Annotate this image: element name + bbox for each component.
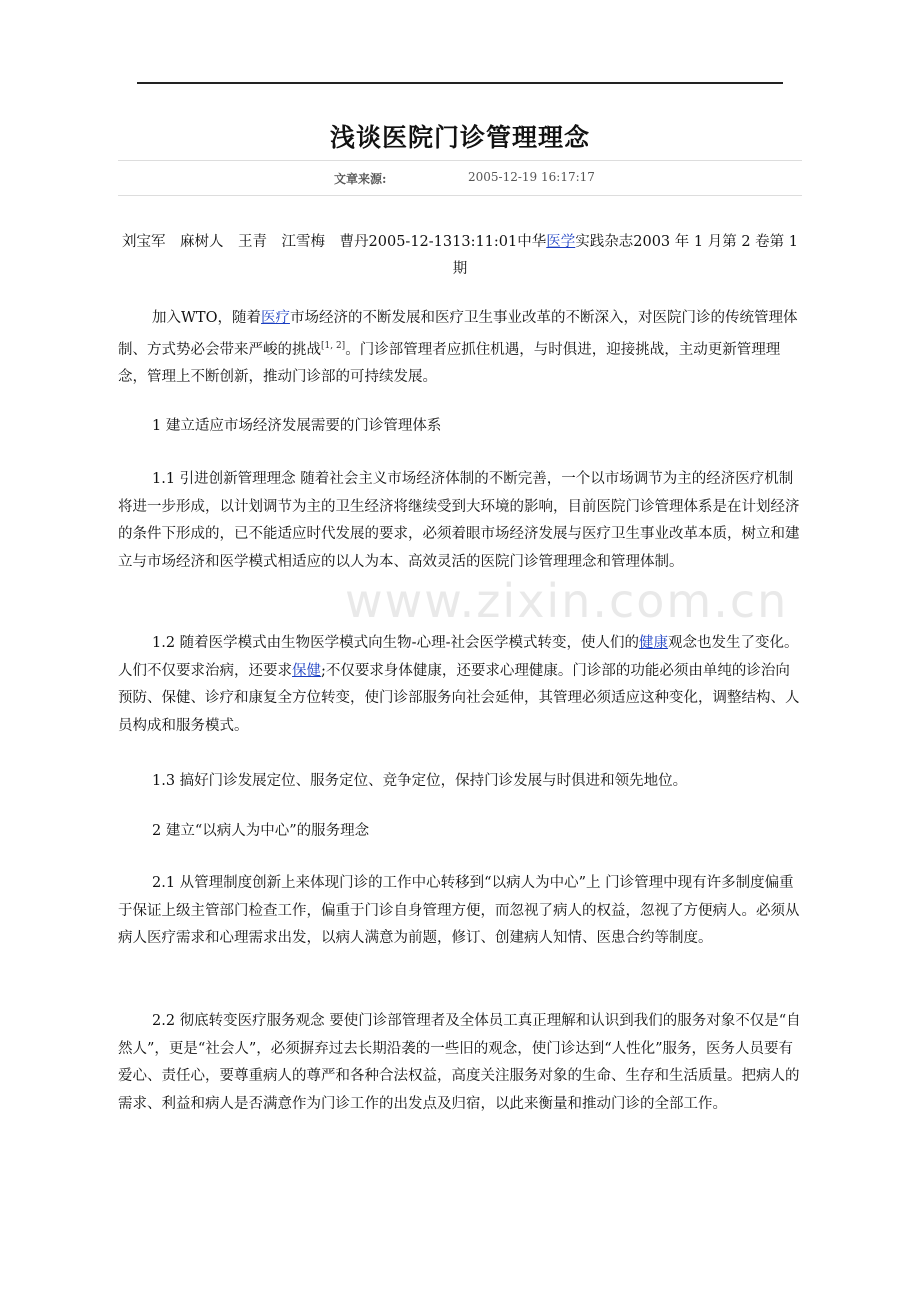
byline — [118, 229, 802, 283]
citation: [1, 2] — [321, 340, 346, 351]
intro-text-a: 加入WTO，随着 — [152, 310, 261, 326]
intro-text-b: 市场经济的不断发展和医疗卫生事业改革的不断深入，对医院门诊的传统管理体制、方式势必会带来严峻的挑战 — [118, 310, 798, 358]
paragraph-2-2: 2.2 彻底转变医疗服务观念 要使门诊部管理者及全体员工真正理解和认识到我们的服务对象不仅是“自然人”，更是“社会人”，必须摒弃过去长期沿袭的一些旧的观念，使门诊达到“人性化”服务，医务人员要有爱心、责任心，要尊重病人的尊严和各种合法权益，高度关注服务对象的生命、生存和生活质量。把病人的需求、利益和病人是否满意作为门诊工作的出发点及归宿，以此来衡量和推动门诊的全部工作。 — [118, 1013, 801, 1112]
section-heading-1: 1 建立适应市场经济发展需要的门诊管理体系 — [152, 418, 442, 434]
intro-paragraph — [118, 305, 802, 391]
paragraph-1-3: 1.3 搞好门诊发展定位、服务定位、竞争定位，保持门诊发展与时俱进和领先地位。 — [152, 773, 688, 789]
keyword-link-health[interactable]: 健康 — [638, 635, 668, 651]
byline-text: 刘宝军 麻树人 王青 江雪梅 曹丹2005-12-1313:11:01中华 — [122, 234, 547, 250]
top-rule — [137, 82, 783, 84]
source-label: 文章来源: — [334, 172, 387, 186]
publish-date: 2005-12-19 16:17:17 — [468, 170, 595, 184]
paragraph-1-1: 1.1 引进创新管理理念 随着社会主义市场经济体制的不断完善，一个以市场调节为主的经济医疗机制将进一步形成，以计划调节为主的卫生经济将继续受到大环境的影响，目前医院门诊管理体系是在计划经济的条件下形成的，已不能适应时代发展的要求，必须着眼市场经济发展与医疗卫生事业改革本质，树立和建立与市场经济和医学模式相适应的以人为本、高效灵活的医院门诊管理理念和管理体制。 — [118, 471, 800, 570]
intro-text-c: 。门诊部管理者应抓住机遇，与时俱进，迎接挑战，主动更新管理理念，管理上不断创新，推动门诊部的可持续发展。 — [118, 341, 781, 385]
paragraph-2-1: 2.1 从管理制度创新上来体现门诊的工作中心转移到“以病人为中心”上 门诊管理中现有许多制度偏重于保证上级主管部门检查工作，偏重于门诊自身管理方便，而忽视了病人的权益，忽视了方便病人。必须从病人医疗需求和心理需求出发，以病人满意为前题，修订、创建病人知情、医患合约等制度。 — [118, 875, 800, 946]
byline-text-tail: 实践杂志2003 年 1 月第 2 卷第 1 期 — [452, 234, 798, 277]
section-heading-2: 2 建立“以病人为中心”的服务理念 — [152, 823, 370, 839]
p12-text-b: 观念也发生了变化。人们不仅要求治病，还要求 — [118, 635, 799, 679]
paragraph-1-2 — [118, 630, 802, 740]
page-title: 浅谈医院门诊管理理念 — [329, 123, 590, 152]
watermark: www.zixin.com.cn — [345, 574, 789, 628]
p12-text-c: ;不仅要求身体健康，还要求心理健康。门诊部的功能必须由单纯的诊治向预防、保健、诊疗和康复全方位转变，使门诊部服务向社会延伸，其管理必须适应这种变化，调整结构、人员构成和服务模式。 — [118, 662, 800, 734]
article-meta — [118, 160, 802, 196]
keyword-link-medicine[interactable]: 医学 — [546, 234, 576, 250]
keyword-link-healthcare[interactable]: 保健 — [292, 662, 321, 679]
p12-text-a: 1.2 随着医学模式由生物医学模式向生物-心理-社会医学模式转变，使人们的 — [152, 635, 639, 651]
keyword-link-medical[interactable]: 医疗 — [260, 310, 290, 326]
